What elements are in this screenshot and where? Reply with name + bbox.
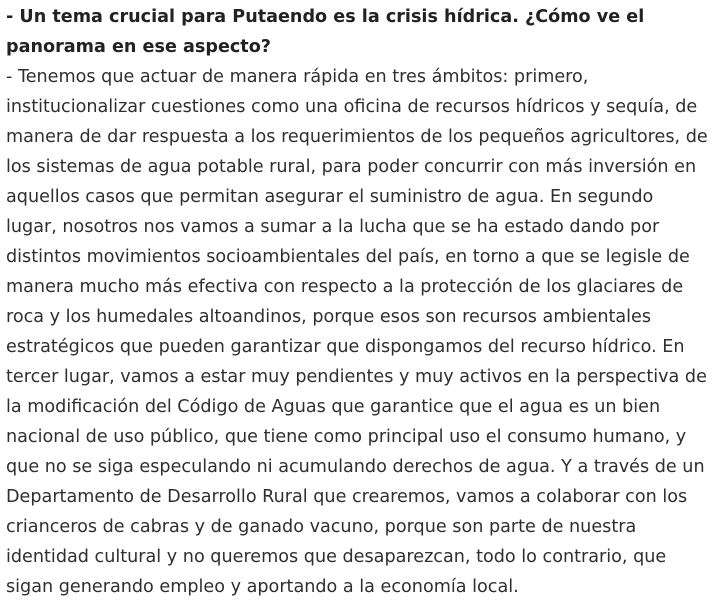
interview-question: - Un tema crucial para Putaendo es la crisis hídrica. ¿Cómo ve el panorama en ese aspecto? — [6, 7, 645, 57]
interview-answer: - Tenemos que actuar de manera rápida en tres ámbitos: primero, institucionalizar cuestiones como una oficina de recursos hídricos y sequía, de manera de dar respuesta a los requerimientos de los pequeños agricultores, de los sistemas de agua potable rural, para poder concurrir con más inversión en aquellos casos que permitan asegurar el suministro de agua. En segundo lugar, nosotros nos vamos a sumar a la lucha que se ha estado dando por distintos movimientos socioambientales del país, en torno a que se legisle de manera mucho más efectiva con respecto a la protección de los glaciares de roca y los humedales altoandinos, porque esos son recursos ambientales estratégicos que pueden garantizar que dispongamos del recurso hídrico. En tercer lugar, vamos a estar muy pendientes y muy activos en la perspectiva de la modificación del Código de Aguas que garantice que el agua es un bien nacional de uso público, que tiene como principal uso el consumo humano, y que no se siga especulando ni acumulando derechos de agua. Y a través de un Departamento de Desarrollo Rural que crearemos, vamos a colaborar con los crianceros de cabras y de ganado vacuno, porque son parte de nuestra identidad cultural y no queremos que desaparezcan, todo lo contrario, que sigan generando empleo y aportando a la economía local. — [6, 67, 708, 597]
